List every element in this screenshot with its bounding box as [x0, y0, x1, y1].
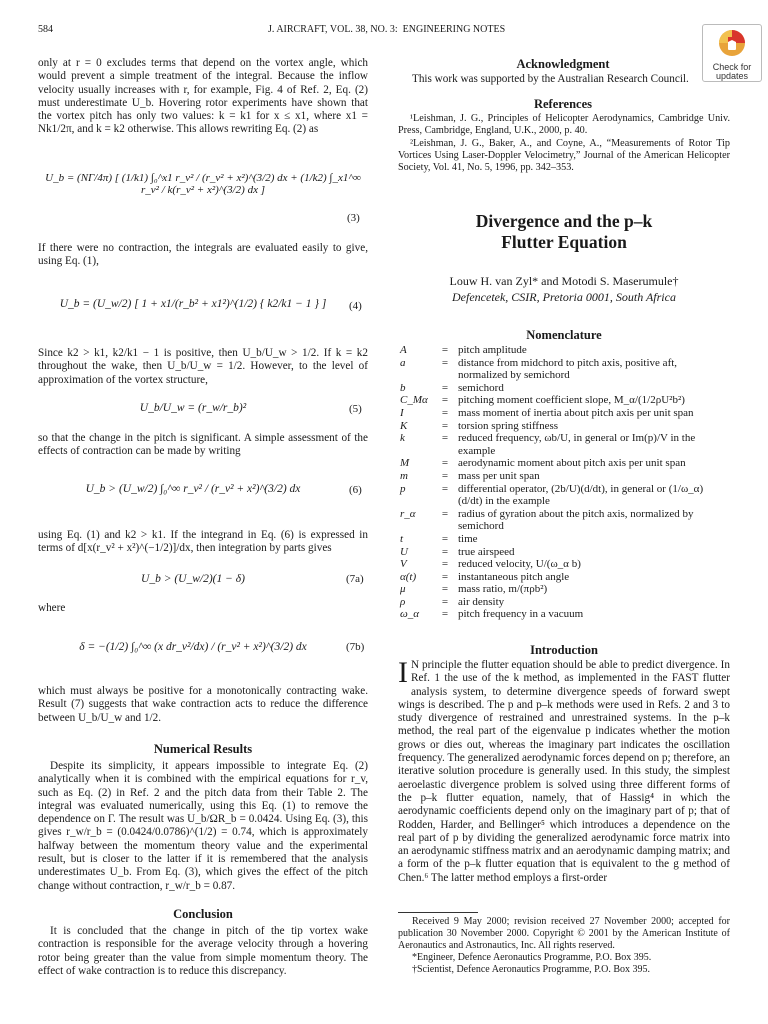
footnote-received: Received 9 May 2000; revision received 27 November 2000; accepted for publication 30 November 2000. Copyright © 2001 by the American Institute of Aeronautics and Astronautics, Inc. All rights reserved. [398, 916, 730, 951]
nomenclature-equals: = [441, 532, 449, 545]
authors: Louw H. van Zyl* and Motodi S. Maserumule† [449, 274, 679, 288]
nomenclature-symbol: a [400, 356, 406, 369]
nomenclature-equals: = [441, 457, 449, 470]
nomenclature-definition: time [458, 532, 478, 545]
nomenclature-row [400, 533, 726, 546]
badge-line1: Check for [712, 62, 752, 72]
nomenclature-row [400, 571, 726, 584]
nomenclature-definition: differential operator, (2b/U)(d/dt), in general or (1/ω_α)(d/dt) in the example [458, 482, 704, 508]
nomenclature-symbol: b [400, 381, 406, 394]
nomenclature-row [400, 357, 726, 382]
nomenclature-equals: = [441, 432, 449, 445]
nomenclature-symbol: m [400, 469, 408, 482]
article-title [398, 211, 730, 253]
nomenclature-symbol: μ [400, 583, 406, 596]
introduction-paragraph: N principle the flutter equation should be able to predict divergence. In Ref. 1 the use of the k method, as implemented in the FAST flutter analysis system, to determine divergence speeds of forward swept wings is described. The p and p–k methods were used in Refs. 2 and 3 to study divergence of restrained and unrestrained systems. In the p–k method, the real part of the eigenvalue p indicates whether the motion grows or dies out, whereas the imaginary part indicates the oscillation frequency. The generalized aerodynamic forces depend on p; therefore, an iterative solution procedure is generally used. In this study, the simplest aeroelastic divergence problem is solved using three different forms of the p–k flutter equation, namely, that of Hassig⁴ in which the aerodynamic coefficients depend only on the imaginary part of p; that of Rodden, Harder, and Bellinger⁵ which introduces a dependence on the real part of p by dividing the generalized aerodynamic force matrix into an aerodynamic stiffness matrix and an aerodynamic damping matrix; and a form of the p–k flutter equation that is equivalent to the g method of Chen.⁶ The latter method employs a first-order [398, 659, 730, 884]
nomenclature-equals: = [441, 570, 449, 583]
nomenclature-equals: = [441, 545, 449, 558]
nomenclature-definition: semichord [458, 381, 504, 394]
nomenclature-equals: = [441, 507, 449, 520]
affiliation: Defencetek, CSIR, Pretoria 0001, South Africa [452, 290, 676, 304]
page-number: 584 [38, 24, 53, 35]
nomenclature-row [400, 583, 726, 596]
nomenclature-equals: = [441, 482, 449, 495]
equation-6: U_b > (U_w/2) ∫₀^∞ r_v² / (r_v² + x²)^(3/2) dx [85, 483, 301, 495]
equation-4: U_b = (U_w/2) [ 1 + x1/(r_b² + x1²)^(1/2) { k2/k1 − 1 } ] [59, 298, 327, 310]
nomenclature-definition: mass moment of inertia about pitch axis per unit span [458, 406, 694, 419]
nomenclature-equals: = [441, 344, 449, 356]
nomenclature-definition: mass per unit span [458, 469, 540, 482]
nomenclature-symbol: C_Mα [400, 394, 428, 407]
nomenclature-row [400, 432, 726, 457]
acknowledgment-text: This work was supported by the Australian Research Council. [412, 73, 689, 85]
nomenclature-row [400, 546, 726, 559]
nomenclature-equals: = [441, 469, 449, 482]
nomenclature-symbol: ω_α [400, 608, 420, 621]
where-label: where [38, 602, 66, 614]
equation-3-number: (3) [347, 212, 360, 224]
nomenclature-definition: distance from midchord to pitch axis, positive aft, normalized by semichord [458, 356, 678, 382]
nomenclature-row [400, 508, 726, 533]
acknowledgment-heading: Acknowledgment [516, 57, 610, 71]
nomenclature-row [400, 394, 726, 407]
nomenclature-row [400, 407, 726, 420]
check-updates-icon [717, 28, 747, 58]
nomenclature-symbol: V [400, 558, 407, 571]
nomenclature-row [400, 457, 726, 470]
nomenclature-symbol: p [400, 482, 406, 495]
nomenclature-definition: mass ratio, m/(πρb²) [458, 583, 548, 596]
nomenclature-symbol: t [400, 532, 404, 545]
equation-6-number: (6) [349, 484, 362, 496]
equation-7a: U_b > (U_w/2)(1 − δ) [141, 573, 245, 585]
footnote-rule [398, 912, 478, 913]
nomenclature-equals: = [441, 558, 449, 571]
nomenclature-symbol: ρ [400, 595, 406, 608]
nomenclature-row [400, 420, 726, 433]
nomenclature-definition: reduced velocity, U/(ω_α b) [458, 558, 581, 571]
nomenclature-definition: pitch amplitude [458, 344, 527, 356]
numerical-results-paragraph: Despite its simplicity, it appears impossible to integrate Eq. (2) analytically when it is combined with the empirical equations for r_v, such as Eq. (2) in Ref. 2 and the pitch data from their Table 2. The integral was evaluated numerically, using this Eq. (1) to remove the dependence on Γ. The result was U_b/ΩR_b = 0.0424. Using Eq. (3), this gives r_w/r_b = (0.0424/0.0786)^(1/2) = 0.74, which is approximately halfway between the momentum theory value and the experimental result, but is closer to the latter if it is remembered that the analysis underestimates U_b. From Eq. (3), which gives the effect of the pitch change without contraction, r_w/r_b = 0.87. [38, 760, 368, 892]
nomenclature-heading: Nomenclature [526, 328, 602, 342]
journal-header [268, 24, 505, 35]
nomenclature-equals: = [441, 394, 449, 407]
references-heading: References [533, 97, 593, 111]
nomenclature-equals: = [441, 608, 449, 621]
nomenclature-definition: pitch frequency in a vacuum [458, 608, 584, 621]
journal-name: J. AIRCRAFT, VOL. 38, NO. 3: [268, 24, 398, 35]
nomenclature-equals: = [441, 381, 449, 394]
nomenclature-equals: = [441, 583, 449, 596]
nomenclature-definition: air density [458, 595, 505, 608]
conclusion-paragraph: It is concluded that the change in pitch of the tip vortex wake contraction is responsible for the average velocity through a hovering rotor being greater than the value from simple momentum theory. The effect of wake contraction is to reduce this discrepancy. [38, 925, 368, 977]
left-paragraph-3: Since k2 > k1, k2/k1 − 1 is positive, then U_b/U_w > 1/2. If k = k2 throughout the wake, then U_b/U_w = 1/2. However, to the level of approximation of the vortex structure, [38, 347, 368, 386]
left-intro-paragraph: only at r = 0 excludes terms that depend on the vortex angle, which would prevent a simple treatment of the integral. Because the inflow velocity usually increases with r, for example, Fig. 4 of Ref. 2, Eq. (2) must underestimate U_b. Hovering rotor experiments have shown that the vortex pitch has only two values: k = k1 for x ≤ x1, where x1 = Nk1/2π, and k = k2 otherwise. This allows rewriting Eq. (2) as [38, 57, 368, 136]
article-title-line2: Flutter Equation [501, 232, 627, 252]
nomenclature-symbol: α(t) [400, 570, 417, 583]
nomenclature-row [400, 382, 726, 395]
nomenclature-symbol: M [400, 457, 410, 470]
nomenclature-definition: torsion spring stiffness [458, 419, 559, 432]
nomenclature-definition: reduced frequency, ωb/U, in general or Im(p)/V in the example [458, 432, 696, 457]
footnote-engineer: *Engineer, Defence Aeronautics Programme, P.O. Box 395. [412, 952, 652, 963]
nomenclature-definition: radius of gyration about the pitch axis, normalized by semichord [458, 507, 694, 533]
nomenclature-list [400, 344, 726, 621]
badge-line2: updates [715, 71, 749, 81]
drop-cap: I [398, 656, 408, 689]
left-paragraph-2: If there were no contraction, the integrals are evaluated easily to give, using Eq. (1), [38, 242, 368, 268]
nomenclature-row [400, 558, 726, 571]
footnote-scientist: †Scientist, Defence Aeronautics Programme, P.O. Box 395. [412, 964, 651, 975]
nomenclature-symbol: U [400, 545, 408, 558]
introduction-heading: Introduction [530, 643, 598, 657]
nomenclature-equals: = [441, 595, 449, 608]
nomenclature-equals: = [441, 406, 449, 419]
conclusion-heading: Conclusion [173, 907, 233, 921]
nomenclature-row [400, 470, 726, 483]
nomenclature-equals: = [441, 419, 449, 432]
nomenclature-definition: instantaneous pitch angle [458, 570, 570, 583]
article-title-line1: Divergence and the p–k [475, 211, 653, 231]
equation-7b: δ = −(1/2) ∫₀^∞ (x dr_v²/dx) / (r_v² + x²)^(3/2) dx [79, 641, 307, 653]
equation-5-number: (5) [349, 403, 362, 415]
nomenclature-definition: aerodynamic moment about pitch axis per unit span [458, 457, 686, 470]
reference-1: ¹Leishman, J. G., Principles of Helicopter Aerodynamics, Cambridge Univ. Press, Cambridge, England, U.K., 2000, p. 40. [398, 113, 730, 137]
equation-7a-number: (7a) [346, 573, 364, 585]
equation-4-number: (4) [349, 300, 362, 312]
nomenclature-symbol: I [400, 406, 404, 419]
introduction-body [398, 656, 730, 885]
nomenclature-equals: = [441, 356, 449, 369]
equation-3: U_b = (NΓ/4π) [ (1/k1) ∫₀^x1 r_v² / (r_v² + x²)^(3/2) dx + (1/k2) ∫_x1^∞ r_v² / k(r_v² + x²)^(3/2) dx ] [45, 172, 361, 196]
nomenclature-row [400, 344, 726, 357]
journal-section: ENGINEERING NOTES [402, 24, 506, 35]
nomenclature-symbol: A [400, 344, 407, 356]
numerical-results-heading: Numerical Results [153, 742, 253, 756]
reference-2: ²Leishman, J. G., Baker, A., and Coyne, A., “Measurements of Rotor Tip Vortices Using Laser-Doppler Velocimetry,” Journal of the American Helicopter Society, Vol. 41, No. 5, 1996, pp. 342–353. [398, 138, 730, 174]
equation-7b-number: (7b) [346, 641, 365, 653]
equation-5: U_b/U_w = (r_w/r_b)² [139, 402, 247, 414]
nomenclature-symbol: r_α [400, 507, 416, 520]
check-for-updates-badge[interactable] [702, 24, 762, 82]
left-paragraph-6: which must always be positive for a monotonically contracting wake. Result (7) suggests that wake contraction acts to reduce the difference between U_b/U_w and 1/2. [38, 685, 368, 724]
nomenclature-row [400, 608, 726, 621]
nomenclature-definition: pitching moment coefficient slope, M_α/(1/2ρU²b²) [458, 394, 685, 407]
nomenclature-row [400, 596, 726, 609]
nomenclature-row [400, 483, 726, 508]
nomenclature-symbol: K [400, 419, 408, 432]
left-paragraph-4: so that the change in the pitch is significant. A simple assessment of the effects of contraction can be made by writing [38, 432, 368, 458]
nomenclature-definition: true airspeed [458, 545, 515, 558]
left-paragraph-5: using Eq. (1) and k2 > k1. If the integrand in Eq. (6) is expressed in terms of d[x(r_v² + x²)^(−1/2)]/dx, then integration by parts gives [38, 529, 368, 555]
nomenclature-symbol: k [400, 432, 405, 445]
